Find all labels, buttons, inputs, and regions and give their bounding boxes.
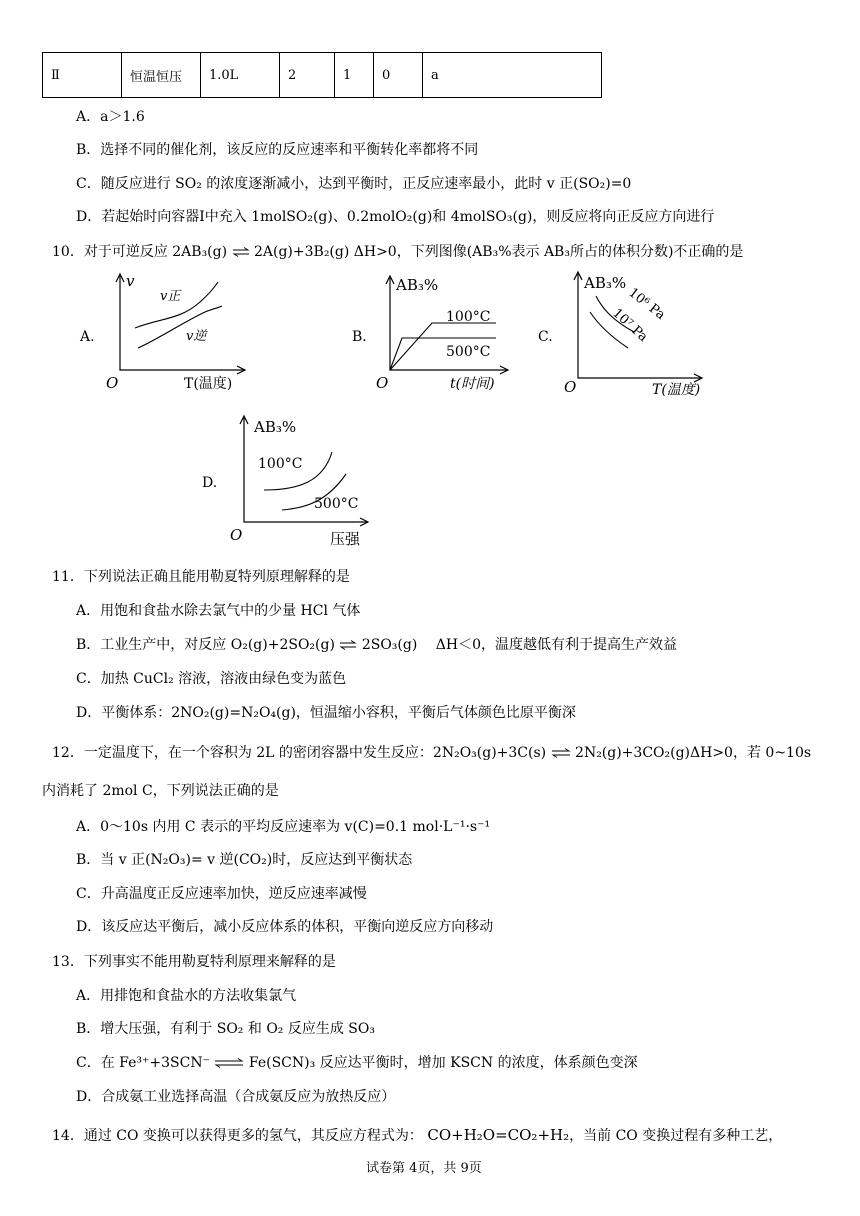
table-row [43,53,602,98]
q11-option-a: A．用饱和食盐水除去氯气中的少量 HCl 气体 [76,603,361,619]
q10-option-a-label: A. [80,329,95,345]
q12-stem-cont: 内消耗了 2mol C，下列说法正确的是 [42,783,279,799]
q10-option-c-label: C. [538,329,553,345]
line-label: 100°C [446,309,491,325]
origin-label: O [106,374,119,392]
line-label: 500°C [446,344,491,360]
origin-label: O [230,526,243,544]
q12-option-a: A．0～10s 内用 C 表示的平均反应速率为 v(C)=0.1 mol·L⁻¹·s⁻¹ [76,819,491,835]
table-cell: Ⅱ [43,53,122,98]
table-cell: 1.0L [201,53,280,98]
table-cell: 恒温恒压 [122,53,201,98]
graph-a [100,268,260,398]
curve-label: v逆 [186,329,207,344]
q12-option-c: C．升高温度正反应速率加快，逆反应速率减慢 [76,886,367,902]
q9-option-c: C．随反应进行 SO₂ 的浓度逐渐减小，达到平衡时，正反应速率最小，此时 v 正(SO₂)=0 [76,176,632,192]
curve-label: v正 [160,289,181,304]
q10-stem [52,243,743,261]
y-axis-label: AB₃% [254,418,297,436]
q10-stem-part: 10．对于可逆反应 2AB₃(g) [52,244,228,260]
q11-option-b-part: 2SO₃(g) ΔH＜0，温度越低有利于提高生产效益 [361,637,677,653]
graph-c [562,268,722,398]
q12-equation: 2N₂O₃(g)+3C(s) [432,745,547,761]
q13-option-d: D．合成氨工业选择高温（合成氨反应为放热反应） [76,1089,396,1105]
curve-label: 10⁶ Pa [625,285,668,323]
curve-label: 500°C [314,496,359,512]
equilibrium-arrow-icon [232,247,250,257]
q13-stem: 13．下列事实不能用勒夏特利原理来解释的是 [52,954,336,970]
x-axis-label: t(时间) [450,376,495,392]
q14-stem [52,1126,782,1145]
q11-option-b [76,636,677,654]
q11-option-d: D．平衡体系：2NO₂(g)=N₂O₄(g)，恒温缩小容积，平衡后气体颜色比原平衡深 [76,705,576,721]
q9-option-b: B．选择不同的催化剂，该反应的反应速率和平衡转化率都将不同 [76,142,479,158]
q9-option-d: D．若起始时向容器Ⅰ中充入 1molSO₂(g)、0.2molO₂(g)和 4molSO₃(g)，则反应将向正反应方向进行 [76,209,715,225]
origin-label: O [564,378,577,396]
q13-option-a: A．用排饱和食盐水的方法收集氯气 [76,988,297,1004]
equilibrium-arrow-icon [551,748,571,758]
x-axis-label: T(温度) [652,382,701,398]
graph-b [372,268,522,398]
x-axis-label: T(温度) [184,376,233,392]
condition-table [42,52,602,98]
origin-label: O [376,374,389,392]
q13-option-c-part: C．在 Fe³⁺+3SCN⁻ [76,1055,210,1071]
q11-stem: 11．下列说法正确且能用勒夏特列原理解释的是 [52,569,350,585]
curve-label: 10⁷ Pa [609,305,651,345]
q14-stem-part: ，当前 CO 变换过程有多种工艺， [569,1128,783,1144]
q10-option-d-label: D. [202,475,218,491]
y-axis-label: AB₃% [396,276,439,294]
q13-option-c [76,1054,638,1072]
q14-equation: CO+H₂O=CO₂+H₂ [427,1126,570,1144]
x-axis-label: 压强 [330,530,361,548]
q11-option-c: C．加热 CuCl₂ 溶液，溶液由绿色变为蓝色 [76,671,347,687]
equilibrium-arrow-icon [214,1058,244,1068]
q13-option-c-part: Fe(SCN)₃ 反应达平衡时，增加 KSCN 的浓度，体系颜色变深 [248,1055,638,1071]
table-cell: a [423,53,602,98]
curve-label: 100°C [258,456,303,472]
q10-stem-part: 2A(g)+3B₂(g) ΔH>0，下列图像(AB₃%表示 AB₃所占的体积分数)不正确的是 [253,244,744,260]
curve-reverse [138,306,222,348]
q10-option-b-label: B. [352,329,367,345]
q12-equation: 2N₂(g)+3CO₂(g)ΔH>0 [575,745,733,761]
page-footer: 试卷第 4页，共 9页 [366,1161,482,1176]
axes [120,276,245,370]
q12-stem-part: ，若 0~10s [732,745,812,761]
y-axis-label: AB₃% [584,274,627,292]
q12-stem-part: 12．一定温度下，在一个容积为 2L 的密闭容器中发生反应： [52,745,433,761]
axis-arrow-icon [116,274,245,374]
table-cell: 0 [374,53,423,98]
q13-option-b: B．增大压强，有利于 SO₂ 和 O₂ 反应生成 SO₃ [76,1021,375,1037]
table-cell: 2 [280,53,335,98]
q12-option-b: B．当 v 正(N₂O₃)= v 逆(CO₂)时，反应达到平衡状态 [76,852,413,868]
q11-option-b-part: B．工业生产中，对反应 O₂(g)+2SO₂(g) [76,637,335,653]
q12-stem [52,744,811,762]
q14-stem-part: 14．通过 CO 变换可以获得更多的氢气，其反应方程式为： [52,1128,423,1144]
y-axis-label: v [126,272,135,290]
q9-option-a: A．a＞1.6 [76,109,145,125]
graph-d [228,410,388,550]
equilibrium-arrow-icon [339,640,357,650]
table-cell: 1 [335,53,374,98]
q12-option-d: D．该反应达平衡后，减小反应体系的体积，平衡向逆反应方向移动 [76,919,494,935]
